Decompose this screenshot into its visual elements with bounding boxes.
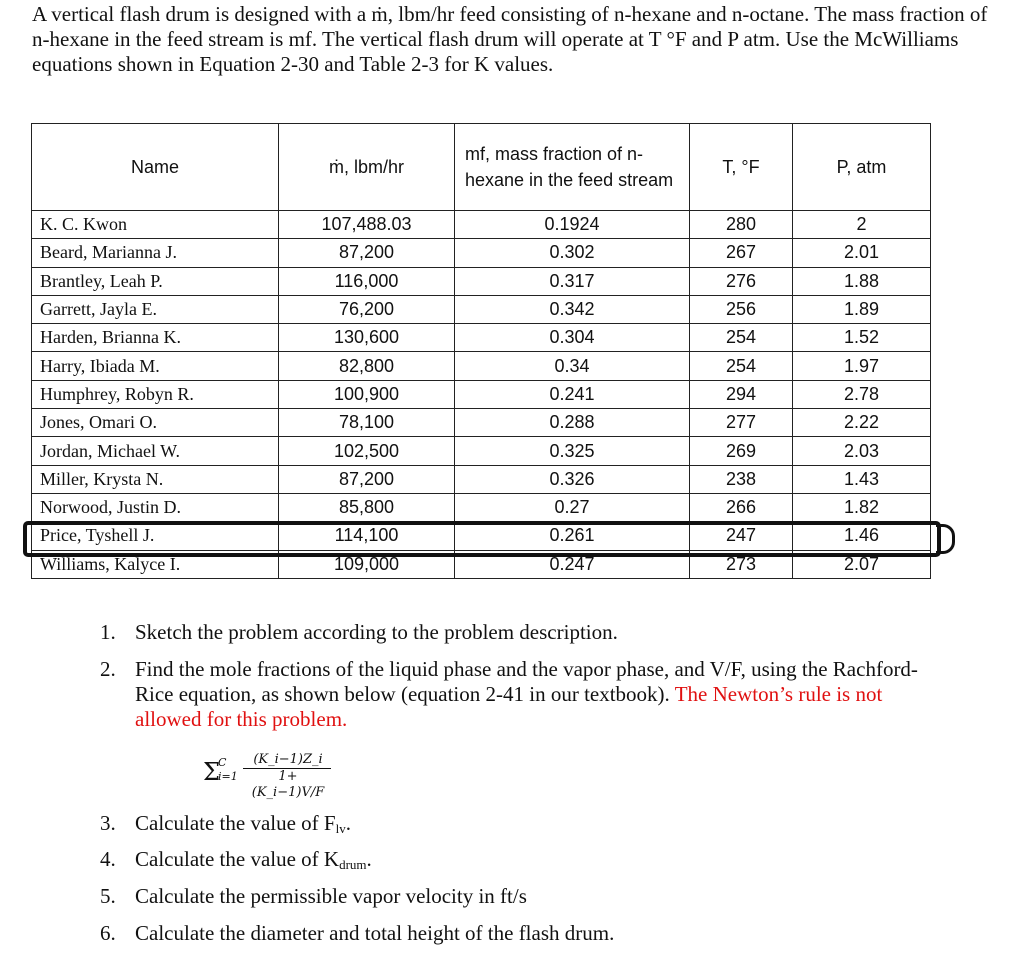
student-data-table [31, 123, 931, 579]
highlight-oval-tail [936, 524, 955, 554]
cell-mass-fraction: 0.241 [455, 380, 690, 408]
cell-pressure: 1.97 [793, 352, 931, 380]
cell-name: Harden, Brianna K. [32, 324, 279, 352]
question-number: 5. [100, 884, 116, 908]
cell-pressure: 1.88 [793, 267, 931, 295]
cell-pressure: 2.22 [793, 409, 931, 437]
question-number: 2. [100, 657, 116, 681]
table-row [32, 295, 931, 323]
question-subscript: lv [335, 821, 346, 836]
cell-pressure: 2.01 [793, 239, 931, 267]
table-row [32, 267, 931, 295]
question-number: 3. [100, 811, 116, 835]
cell-mass-fraction: 0.247 [455, 550, 690, 578]
table-row [32, 324, 931, 352]
cell-temperature: 254 [690, 352, 793, 380]
cell-pressure: 1.82 [793, 493, 931, 521]
question-subscript: drum [339, 857, 367, 872]
cell-mass-fraction: 0.325 [455, 437, 690, 465]
cell-name: Brantley, Leah P. [32, 267, 279, 295]
cell-name: Humphrey, Robyn R. [32, 380, 279, 408]
question-number: 6. [100, 921, 116, 945]
table-row [32, 465, 931, 493]
cell-mass-fraction: 0.317 [455, 267, 690, 295]
table-row [32, 522, 931, 550]
cell-mass-flow: 85,800 [279, 493, 455, 521]
question-end: . [345, 811, 351, 835]
table-row [32, 211, 931, 239]
cell-temperature: 276 [690, 267, 793, 295]
cell-temperature: 266 [690, 493, 793, 521]
question-number: 1. [100, 620, 116, 644]
question-text-wrap [135, 847, 935, 877]
cell-mass-flow: 109,000 [279, 550, 455, 578]
cell-name: Beard, Marianna J. [32, 239, 279, 267]
cell-temperature: 247 [690, 522, 793, 550]
cell-mass-flow: 100,900 [279, 380, 455, 408]
cell-mass-flow: 87,200 [279, 239, 455, 267]
cell-mass-fraction: 0.342 [455, 295, 690, 323]
cell-temperature: 269 [690, 437, 793, 465]
cell-pressure: 1.89 [793, 295, 931, 323]
cell-temperature: 267 [690, 239, 793, 267]
cell-name: Miller, Krysta N. [32, 465, 279, 493]
cell-pressure: 2 [793, 211, 931, 239]
question-text: Find the mole fractions of the liquid phase and the vapor phase, and V/F, using the Rachford-Rice equation, as shown below (equation 2-41 in our textbook). [135, 657, 918, 706]
header-pressure: P, atm [793, 124, 931, 211]
cell-temperature: 277 [690, 409, 793, 437]
header-mass-fraction: mf, mass fraction of n-hexane in the feed stream [455, 124, 690, 211]
header-temperature: T, °F [690, 124, 793, 211]
table-row [32, 239, 931, 267]
question-text: Calculate the diameter and total height of the flash drum. [135, 921, 615, 945]
cell-temperature: 256 [690, 295, 793, 323]
cell-mass-flow: 130,600 [279, 324, 455, 352]
question-end: . [366, 847, 372, 871]
question-text-wrap [135, 657, 935, 732]
sum-upper-limit: C [218, 756, 227, 769]
cell-name: Jordan, Michael W. [32, 437, 279, 465]
equation-fraction [243, 752, 333, 801]
header-mass-flow: ṁ, lbm/hr [279, 124, 455, 211]
question-text-wrap [135, 811, 935, 841]
cell-pressure: 1.43 [793, 465, 931, 493]
cell-mass-fraction: 0.1924 [455, 211, 690, 239]
cell-name: K. C. Kwon [32, 211, 279, 239]
question-text: Calculate the permissible vapor velocity in ft/s [135, 884, 527, 908]
cell-mass-flow: 87,200 [279, 465, 455, 493]
cell-mass-flow: 116,000 [279, 267, 455, 295]
equation-numerator: (K_i−1)Z_i [253, 752, 323, 767]
cell-mass-flow: 102,500 [279, 437, 455, 465]
cell-mass-flow: 78,100 [279, 409, 455, 437]
cell-temperature: 254 [690, 324, 793, 352]
cell-pressure: 1.52 [793, 324, 931, 352]
cell-mass-fraction: 0.326 [455, 465, 690, 493]
cell-temperature: 273 [690, 550, 793, 578]
table-row [32, 409, 931, 437]
cell-mass-fraction: 0.34 [455, 352, 690, 380]
table-row [32, 352, 931, 380]
cell-name: Garrett, Jayla E. [32, 295, 279, 323]
cell-name: Price, Tyshell J. [32, 522, 279, 550]
table-header-row [32, 124, 931, 211]
header-name: Name [32, 124, 279, 211]
cell-mass-fraction: 0.261 [455, 522, 690, 550]
cell-name: Harry, Ibiada M. [32, 352, 279, 380]
cell-mass-flow: 107,488.03 [279, 211, 455, 239]
question-text: Calculate the value of K [135, 847, 340, 871]
equation-denominator: 1+(K_i−1)V/F [251, 769, 325, 800]
question-warning: The Newton’s rule is not allowed for this problem. [135, 682, 883, 731]
cell-pressure: 2.07 [793, 550, 931, 578]
problem-statement: A vertical flash drum is designed with a ṁ, lbm/hr feed consisting of n-hexane and n-octane. The mass fraction of n-hexane in the feed stream is mf. The vertical flash drum will operate at T °F and P atm. Use the McWilliams equations shown in Equation 2-30 and Table 2-3 for K values. [32, 2, 988, 76]
sigma-symbol: Σ [203, 758, 220, 786]
cell-mass-fraction: 0.304 [455, 324, 690, 352]
table-row [32, 380, 931, 408]
cell-mass-flow: 82,800 [279, 352, 455, 380]
cell-pressure: 1.46 [793, 522, 931, 550]
table-row [32, 493, 931, 521]
cell-temperature: 238 [690, 465, 793, 493]
cell-temperature: 280 [690, 211, 793, 239]
cell-mass-fraction: 0.27 [455, 493, 690, 521]
cell-temperature: 294 [690, 380, 793, 408]
table-row [32, 550, 931, 578]
cell-mass-flow: 76,200 [279, 295, 455, 323]
cell-pressure: 2.78 [793, 380, 931, 408]
sum-lower-limit: i=1 [218, 770, 238, 783]
cell-name: Norwood, Justin D. [32, 493, 279, 521]
question-text: Sketch the problem according to the problem description. [135, 620, 618, 644]
cell-name: Jones, Omari O. [32, 409, 279, 437]
cell-name: Williams, Kalyce I. [32, 550, 279, 578]
cell-mass-flow: 114,100 [279, 522, 455, 550]
cell-mass-fraction: 0.288 [455, 409, 690, 437]
cell-pressure: 2.03 [793, 437, 931, 465]
question-number: 4. [100, 847, 116, 871]
question-text: Calculate the value of F [135, 811, 336, 835]
table-row [32, 437, 931, 465]
cell-mass-fraction: 0.302 [455, 239, 690, 267]
